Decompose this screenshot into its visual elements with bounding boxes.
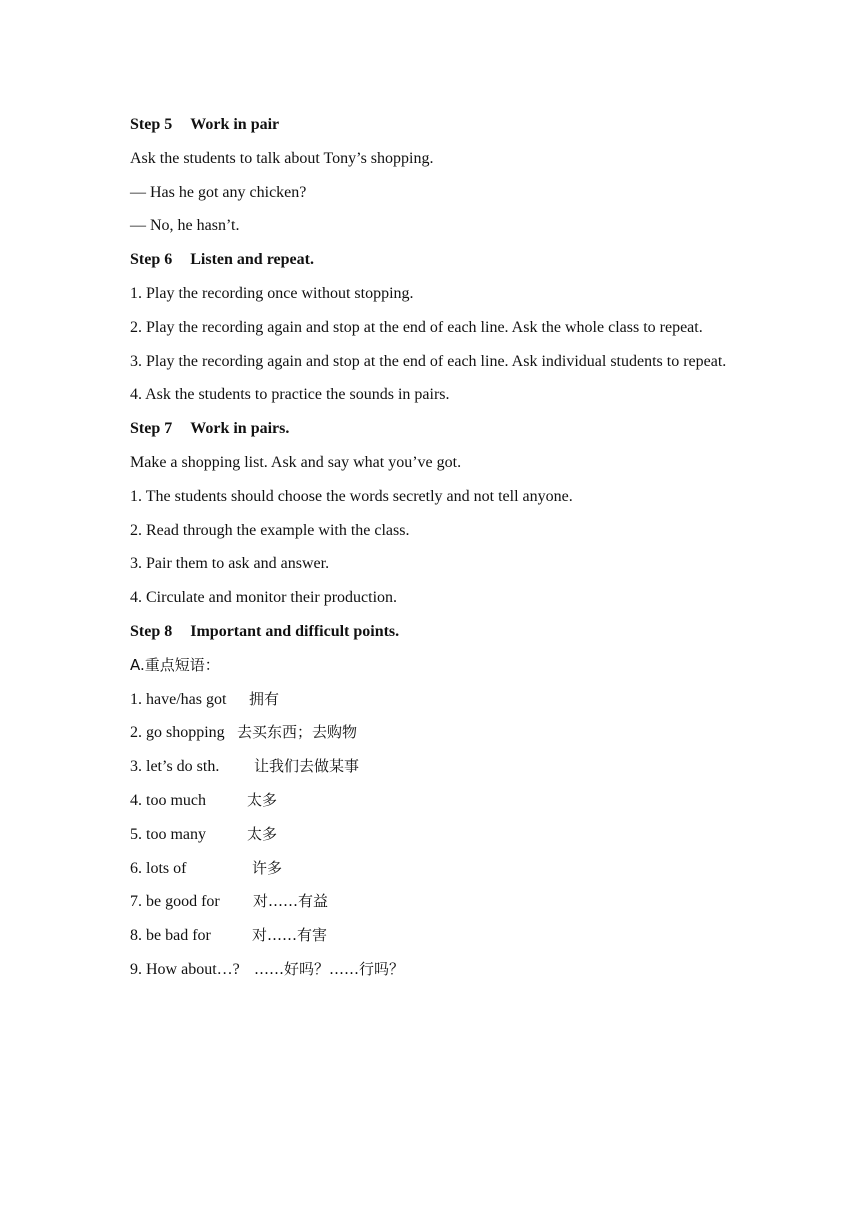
phrase-chinese: ……好吗？……行吗？ [254, 959, 405, 978]
phrase-item [130, 919, 730, 953]
dialogue-answer: — No, he hasn’t. [130, 217, 240, 235]
phrase-chinese: 太多 [247, 790, 278, 809]
phrase-english: 8. be bad for [130, 927, 211, 945]
phrase-chinese: 太多 [247, 824, 278, 843]
step-6-item-3: 3. Play the recording again and stop at the end of each line. Ask individual students to repeat. [130, 352, 727, 370]
step-7-title: Work in pairs. [190, 420, 290, 438]
step-6-item-4: 4. Ask the students to practice the sounds in pairs. [130, 386, 450, 404]
phrase-item [130, 784, 730, 818]
phrase-english: 9. How about…? [130, 960, 240, 978]
phrase-item [130, 750, 730, 784]
phrase-item [130, 818, 730, 852]
step-7-item-2: 2. Read through the example with the class. [130, 521, 410, 539]
phrase-english: 1. have/has got [130, 690, 227, 708]
step-6-title: Listen and repeat. [190, 251, 314, 269]
phrase-english: 3. let’s do sth. [130, 758, 220, 776]
step-5-title: Work in pair [190, 116, 280, 133]
step-6-number: Step 6 [130, 251, 173, 269]
phrase-chinese: 去买东西；去购物 [237, 723, 358, 742]
phrase-chinese: 许多 [252, 858, 283, 877]
phrase-english: 6. lots of [130, 859, 187, 877]
step-7-number: Step 7 [130, 420, 173, 438]
step-6-item-2: 2. Play the recording again and stop at the end of each line. Ask the whole class to repeat. [130, 318, 703, 336]
phrase-english: 2. go shopping [130, 724, 225, 742]
phrase-item [130, 953, 730, 987]
step-5-number: Step 5 [130, 116, 173, 133]
step-7-heading [130, 412, 730, 446]
phrase-item [130, 716, 730, 750]
step-7-item-4: 4. Circulate and monitor their production. [130, 589, 398, 607]
step-7-item-3: 3. Pair them to ask and answer. [130, 555, 330, 573]
step-8-title: Important and difficult points. [190, 622, 400, 640]
step-7-item-1: 1. The students should choose the words secretly and not tell anyone. [130, 487, 573, 505]
phrase-chinese: 对……有害 [252, 926, 328, 945]
step-6-heading [130, 243, 730, 277]
step-5-heading [130, 108, 730, 142]
phrase-chinese: 对……有益 [253, 892, 329, 911]
phrase-item [130, 683, 730, 717]
dialogue-question: — Has he got any chicken? [130, 183, 307, 201]
key-phrases-subheading: A.重点短语： [130, 655, 220, 674]
phrase-item [130, 852, 730, 886]
step-8-heading [130, 615, 730, 649]
step-7-intro: Make a shopping list. Ask and say what you’ve got. [130, 453, 462, 471]
step-6-item-1: 1. Play the recording once without stopping. [130, 284, 414, 302]
step-5-instruction: Ask the students to talk about Tony’s shopping. [130, 149, 434, 167]
phrase-english: 4. too much [130, 791, 206, 809]
phrase-item [130, 885, 730, 919]
step-8-number: Step 8 [130, 622, 173, 640]
phrase-english: 7. be good for [130, 893, 220, 911]
phrase-chinese: 让我们去做某事 [254, 757, 360, 776]
phrase-chinese: 拥有 [249, 689, 280, 708]
phrase-english: 5. too many [130, 825, 206, 843]
document-page [130, 108, 730, 987]
